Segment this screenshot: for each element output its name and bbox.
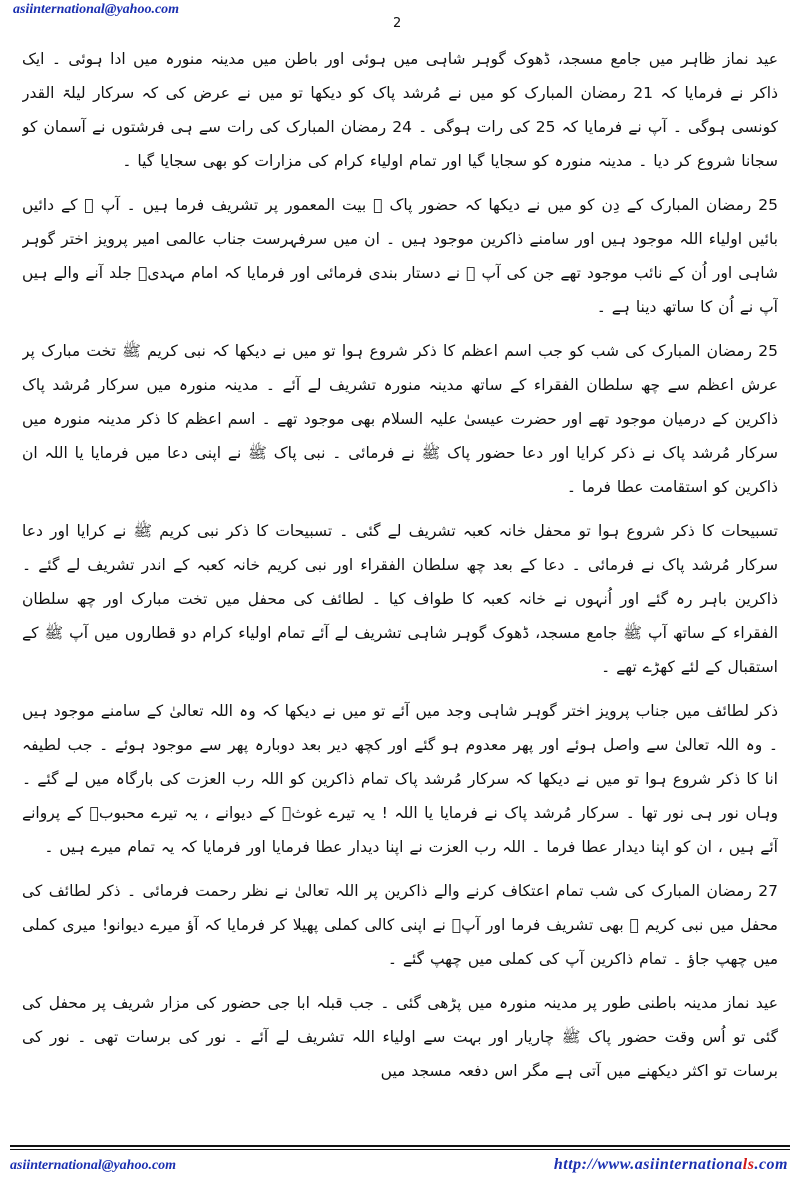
footer-url-accent: ls — [742, 1156, 755, 1173]
footer-email-link[interactable]: asiinternational@yahoo.com — [10, 1158, 177, 1173]
paragraph-tasbeehat: تسبیحات کا ذکر شروع ہوا تو محفل خانہ کعبہ تشریف لے گئی ۔ تسبیحات کا ذکر نبی کریم ﷺ نے کرایا اور دعا سرکار مُرشد پاک نے فرمائی ۔ دعا کے بعد چھ سلطان الفقراء اور نبی کریم خانہ کعبہ کے اندر تشریف لے گئے ۔ ذاکرین باہر رہ گئے اور اُنہوں نے خانہ کعبہ کا طواف کیا ۔ لطائف کی محفل میں تخت مبارک اور چھ سلطان الفقراء کے ساتھ آپ ﷺ جامع مسجد، ڈھوک گوہر شاہی تشریف لے آئے تمام اولیاء کرام دو قطاروں میں آپ ﷺ کے استقبال کے لئے کھڑے تھے ۔ — [22, 522, 778, 676]
footer-divider-thin — [10, 1149, 790, 1150]
paragraph-25-ramadan-night: 25 رمضان المبارک کی شب کو جب اسم اعظم کا ذکر شروع ہوا تو میں نے دیکھا کہ نبی کریم ﷺ تخت مبارک پر عرش اعظم سے چھ سلطان الفقراء کے ساتھ مدینہ منورہ تشریف لے آئے ۔ مدینہ منورہ میں سرکار مُرشد پاک ذاکرین کے درمیان موجود تھے اور حضرت عیسیٰ علیہ السلام بھی موجود تھے ۔ اسم اعظم کا ذکر مدینہ منورہ میں سرکار مُرشد پاک نے ذکر کرایا اور دعا حضور پاک ﷺ نے فرمائی ۔ نبی پاک ﷺ نے اپنی دعا میں فرمایا یا اللہ ان ذاکرین کو استقامت عطا فرما ۔ — [22, 342, 778, 496]
page-number: 2 — [393, 16, 402, 31]
paragraph-zikr-lataif: ذکر لطائف میں جناب پرویز اختر گوہر شاہی وجد میں آئے تو میں نے دیکھا کہ وہ اللہ تعالیٰ کے سامنے موجود ہیں ۔ وہ اللہ تعالیٰ سے واصل ہوئے اور پھر معدوم ہو گئے اور کچھ دیر بعد دوبارہ پھر سے موجود ہوئے ۔ جب لطیفہ انا کا ذکر شروع ہوا تو میں نے دیکھا کہ سرکار مُرشد پاک تمام ذاکرین کو اللہ رب العزت کی بارگاہ میں لے گئے ۔ وہاں نور ہی نور تھا ۔ سرکار مُرشد پاک نے فرمایا یا اللہ ! یہ تیرے غوثؒ کے دیوانے ، یہ تیرے محبوبؐ کے پروانے آئے ہیں ، ان کو اپنا دیدار عطا فرما ۔ اللہ رب العزت نے اپنا دیدار عطا فرمایا اور فرمایا کہ یہ تمام میرے ہیں ۔ — [22, 702, 778, 856]
paragraph-eid-prayer: عید نماز ظاہر میں جامع مسجد، ڈھوک گوہر شاہی میں ہوئی اور باطن میں مدینہ منورہ میں ادا ہوئی ۔ ایک ذاکر نے فرمایا کہ 21 رمضان المبارک کو میں نے مُرشد پاک کو دیکھا تو میں نے عرض کی کہ سرکار لیلۃ القدر کونسی ہوگی ۔ آپ نے فرمایا کہ 25 کی رات ہوگی ۔ 24 رمضان المبارک کی رات سے ہی فرشتوں نے آسمان کو سجانا شروع کر دیا ۔ مدینہ منورہ کو سجایا گیا اور تمام اولیاء کرام کی مزارات کو بھی سجایا گیا ۔ — [22, 50, 778, 170]
header-email-link[interactable]: asiinternational@yahoo.com — [13, 2, 180, 17]
document-body — [22, 42, 778, 1140]
footer-url-prefix: http://www.asiinternationa — [553, 1156, 743, 1173]
paragraph-25-ramadan-day: 25 رمضان المبارک کے دِن کو میں نے دیکھا کہ حضور پاک ﷺ بیت المعمور پر تشریف فرما ہیں ۔ آپ ﷺ کے دائیں بائیں اولیاء اللہ موجود ہیں اور سامنے ذاکرین موجود ہیں ۔ ان میں سرفہرست جناب عالمی امیر پرویز اختر گوہر شاہی اور اُن کے نائب موجود تھے جن کی آپ ﷺ نے دستار بندی فرمائی اور فرمایا کہ امام مہدیؑ جلد آنے والے ہیں آپ نے اُن کا ساتھ دینا ہے ۔ — [22, 196, 778, 316]
footer-divider — [10, 1145, 790, 1147]
paragraph-eid-madina: عید نماز مدینہ باطنی طور پر مدینہ منورہ میں پڑھی گئی ۔ جب قبلہ ابا جی حضور کی مزار شریف پر محفل کی گئی تو اُس وقت حضور پاک ﷺ چاریار اور بہت سے اولیاء اللہ تشریف لے آئے ۔ نور کی برسات تھی ۔ نور کی برسات تو اکثر دیکھنے میں آتی ہے مگر اس دفعہ مسجد میں — [22, 994, 778, 1080]
paragraph-27-ramadan: 27 رمضان المبارک کی شب تمام اعتکاف کرنے والے ذاکرین پر اللہ تعالیٰ نے نظر رحمت فرمائی ۔ ذکر لطائف کی محفل میں نبی کریم ﷺ بھی تشریف فرما اور آپؐ نے اپنی کالی کملی پھیلا کر فرمایا کہ آؤ میرے دیوانو! میری کملی میں چھپ جاؤ ۔ تمام ذاکرین آپ کی کملی میں چھپ گئے ۔ — [22, 882, 778, 968]
footer-website-link[interactable] — [554, 1156, 788, 1174]
footer-url-suffix: .com — [754, 1156, 788, 1173]
